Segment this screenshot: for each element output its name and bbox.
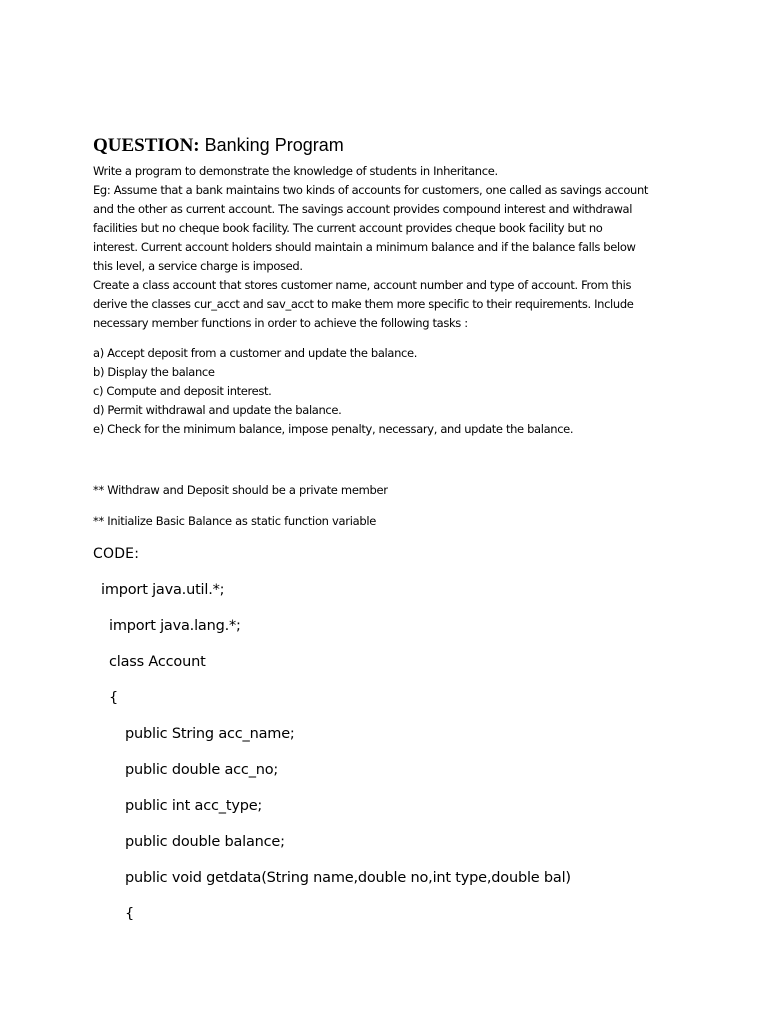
description-line: interest. Current account holders should maintain a minimum balance and if the balance falls below	[93, 240, 636, 254]
description-line: Eg: Assume that a bank maintains two kinds of accounts for customers, one called as savings account	[93, 183, 649, 197]
code-line: import java.lang.*;	[109, 618, 241, 634]
note-private-member: ** Withdraw and Deposit should be a private member	[93, 483, 388, 497]
description-line: Write a program to demonstrate the knowledge of students in Inheritance.	[93, 164, 498, 178]
task-item: e) Check for the minimum balance, impose penalty, necessary, and update the balance.	[93, 422, 574, 436]
code-line: class Account	[109, 654, 206, 670]
code-line: public double balance;	[125, 834, 285, 850]
description-line: Create a class account that stores customer name, account number and type of account. From this	[93, 278, 632, 292]
question-heading	[93, 135, 344, 157]
task-item: a) Accept deposit from a customer and update the balance.	[93, 346, 418, 360]
task-item: b) Display the balance	[93, 365, 215, 379]
task-item: d) Permit withdrawal and update the balance.	[93, 403, 342, 417]
code-line: {	[125, 906, 135, 922]
code-line: public int acc_type;	[125, 798, 263, 814]
code-line: public String acc_name;	[125, 726, 295, 742]
problem-description	[93, 162, 683, 333]
code-line: {	[109, 690, 119, 706]
description-line: derive the classes cur_acct and sav_acct to make them more specific to their requirements. Include	[93, 297, 634, 311]
task-item: c) Compute and deposit interest.	[93, 384, 272, 398]
description-line: this level, a service charge is imposed.	[93, 259, 303, 273]
description-line: necessary member functions in order to achieve the following tasks :	[93, 316, 468, 330]
code-line: public double acc_no;	[125, 762, 279, 778]
task-list	[93, 344, 683, 439]
code-line: import java.util.*;	[101, 582, 225, 598]
description-line: facilities but no cheque book facility. The current account provides cheque book facility but no	[93, 221, 603, 235]
question-label: QUESTION:	[93, 135, 200, 156]
code-line: public void getdata(String name,double no,int type,double bal)	[125, 870, 571, 886]
description-line: and the other as current account. The savings account provides compound interest and withdrawal	[93, 202, 633, 216]
code-label: CODE:	[93, 546, 140, 562]
note-static-variable: ** Initialize Basic Balance as static function variable	[93, 514, 377, 528]
question-title: Banking Program	[204, 135, 344, 155]
